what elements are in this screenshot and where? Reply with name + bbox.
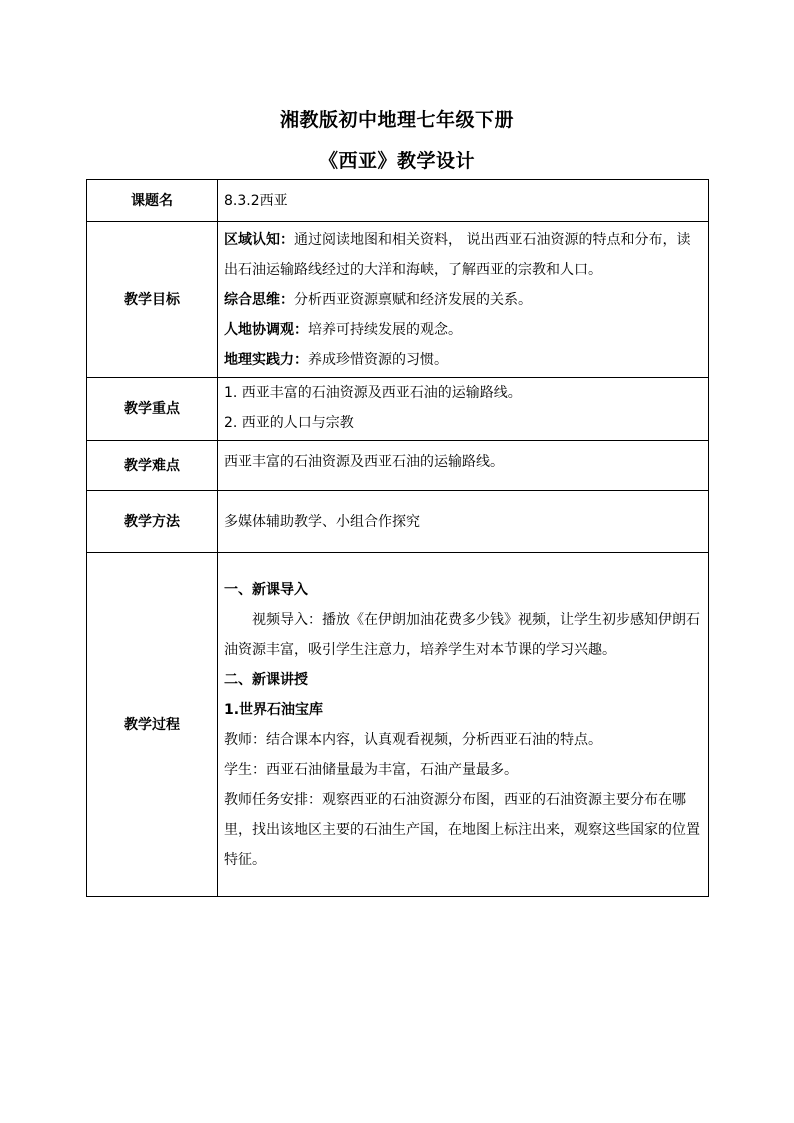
lesson-plan-table: [86, 179, 709, 897]
row-label-methods: 教学方法: [87, 491, 218, 553]
goal-item: 人地协调观：培养可持续发展的观念。: [224, 321, 462, 338]
paragraph: 学生：西亚石油储量最为丰富，石油产量最多。: [224, 761, 518, 778]
row-label-difficulties: 教学难点: [87, 441, 218, 491]
paragraph: 教师任务安排：观察西亚的石油资源分布图，西亚的石油资源主要分布在哪里，找出该地区主要的石油生产国，在地图上标注出来，观察这些国家的位置特征。: [224, 791, 700, 868]
table-row-topic: [87, 180, 709, 222]
row-value-topic: 8.3.2西亚: [218, 180, 709, 222]
table-row-process: [87, 553, 709, 897]
goal-item: 地理实践力：养成珍惜资源的习惯。: [224, 351, 448, 368]
row-value-process: [218, 553, 709, 897]
section-heading: 一、新课导入: [224, 581, 308, 598]
row-label-process: 教学过程: [87, 553, 218, 897]
row-value-goals: [218, 222, 709, 378]
row-label-key-points: 教学重点: [87, 378, 218, 441]
section-heading: 二、新课讲授: [224, 671, 308, 688]
goal-item: 综合思维：分析西亚资源禀赋和经济发展的关系。: [224, 291, 532, 308]
paragraph: 视频导入：播放《在伊朗加油花费多少钱》视频，让学生初步感知伊朗石油资源丰富，吸引学生注意力，培养学生对本节课的学习兴趣。: [224, 611, 700, 658]
document-subtitle: 《西亚》教学设计: [318, 150, 475, 172]
paragraph: 教师：结合课本内容，认真观看视频，分析西亚石油的特点。: [224, 731, 602, 748]
table-row-difficulties: [87, 441, 709, 491]
subsection-heading: 1.世界石油宝库: [224, 701, 324, 718]
table-row-key-points: [87, 378, 709, 441]
row-value-difficulties: 西亚丰富的石油资源及西亚石油的运输路线。: [218, 441, 709, 491]
table-row-methods: [87, 491, 709, 553]
key-point-item: 1. 西亚丰富的石油资源及西亚石油的运输路线。: [224, 385, 522, 401]
document-title: 湘教版初中地理七年级下册: [279, 109, 514, 131]
key-point-item: 2. 西亚的人口与宗教: [224, 415, 354, 431]
goal-item: 区域认知：通过阅读地图和相关资料， 说出西亚石油资源的特点和分布，读出石油运输路线经过的大洋和海峡，了解西亚的宗教和人口。: [224, 231, 691, 278]
row-label-goals: 教学目标: [87, 222, 218, 378]
row-value-methods: 多媒体辅助教学、小组合作探究: [218, 491, 709, 553]
row-value-key-points: [218, 378, 709, 441]
table-row-goals: [87, 222, 709, 378]
row-label-topic: 课题名: [87, 180, 218, 222]
